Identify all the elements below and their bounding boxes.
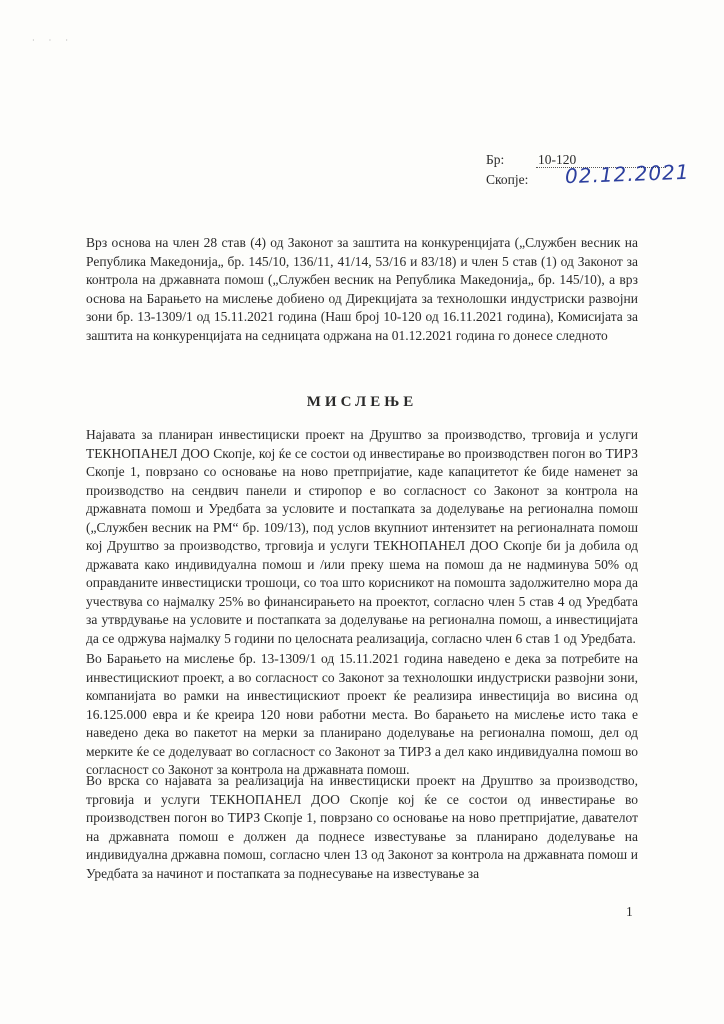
body-paragraph-3: Во врска со најавата за реализација на инвестициски проект на Друштво за производство, трговија и услуги ТЕКНОПАНЕЛ ДОО Скопје кој ќе се состои од инвестирање во производствен погон во ТИРЗ Скопје 1, поврзано со основање на ново претпријатие, давателот на државната помош е должен да поднесе известување за планирано доделување на индивидуална државна помош, согласно член 13 од Законот за контрола на државната помош и Уредбата за начинот и постапката за поднесување на известување за xyxy=(86,773,638,881)
intro-paragraph: Врз основа на член 28 став (4) од Законот за заштита на конкуренцијата („Службен весник на Република Македонија„ бр. 145/10, 136/11, 41/14, 53/16 и 83/18) и член 5 став (1) од Законот за контрола на државната помош („Службен весник на Република Македонија„ бр. 145/10), а врз основа на Барањето на мислење добиено од Дирекцијата за технолошки индустриски развојни зони бр. 13-1309/1 од 15.11.2021 година (Наш број 10-120 од 16.11.2021 година), Комисијата за заштита на конкуренцијата на седницата одржана на 01.12.2021 година го донесе следното xyxy=(86,235,638,343)
reference-place-row xyxy=(486,170,576,190)
reference-block xyxy=(486,150,576,190)
number-value: 10-120 xyxy=(538,152,577,167)
number-label: Бр: xyxy=(486,152,505,167)
body-paragraph-1: Најавата за планиран инвестициски проект на Друштво за производство, трговија и услуги ТЕКНОПАНЕЛ ДОО Скопје, кој ќе се состои од инвестирање во производствен погон во ТИРЗ Скопје 1, поврзано со основање на ново претпријатие, каде капацитетот ќе биде наменет за производство на сендвич панели и стиропор е во согласност со Законот за контрола на државната помош и Уредбата за условите и постапката за доделување на регионална помош („Службен весник на РМ“ бр. 109/13), под услов вкупниот интензитет на регионалната помош кој Друштво за производство, трговија и услуги ТЕКНОПАНЕЛ ДОО Скопје би ја добила од државата како индивидуална помош и /или преку шема на помош да не надминува 50% од оправданите инвестициски трошоци, со тоа што корисникот на помошта задолжително мора да учествува со најмалку 25% во финансирањето на проектот, согласно член 5 став 4 од Уредбата за утврдување на условите и постапката за доделување на регионална помош, а инвестицијата да се одржува најмалку 5 години по целосната реализација, согласно член 6 став 1 од Уредбата. xyxy=(86,427,638,646)
scan-marks: · · · xyxy=(32,36,74,45)
page-number: 1 xyxy=(626,904,633,919)
place-label: Скопје: xyxy=(486,172,529,187)
body-paragraph-2: Во Барањето на мислење бр. 13-1309/1 од 15.11.2021 година наведено е дека за потребите на инвестицискиот проект, а во согласност со Законот за технолошки индустриски развојни зони, компанијата во рамки на инвестицискиот проект ќе реализира инвестиција во висина од 16.125.000 евра и ќе креира 120 нови работни места. Во барањето на мислење исто така е наведено дека во пакетот на мерки за планирано доделување на регионална помош, дел од мерките ќе се доделуваат во согласност со Законот за ТИРЗ а дел како индивидуална помош во согласност со Законот за контрола на државната помош. xyxy=(86,651,638,777)
handwritten-date: 02.12.2021 xyxy=(564,159,690,189)
document-title: МИСЛЕЊЕ xyxy=(306,394,418,410)
